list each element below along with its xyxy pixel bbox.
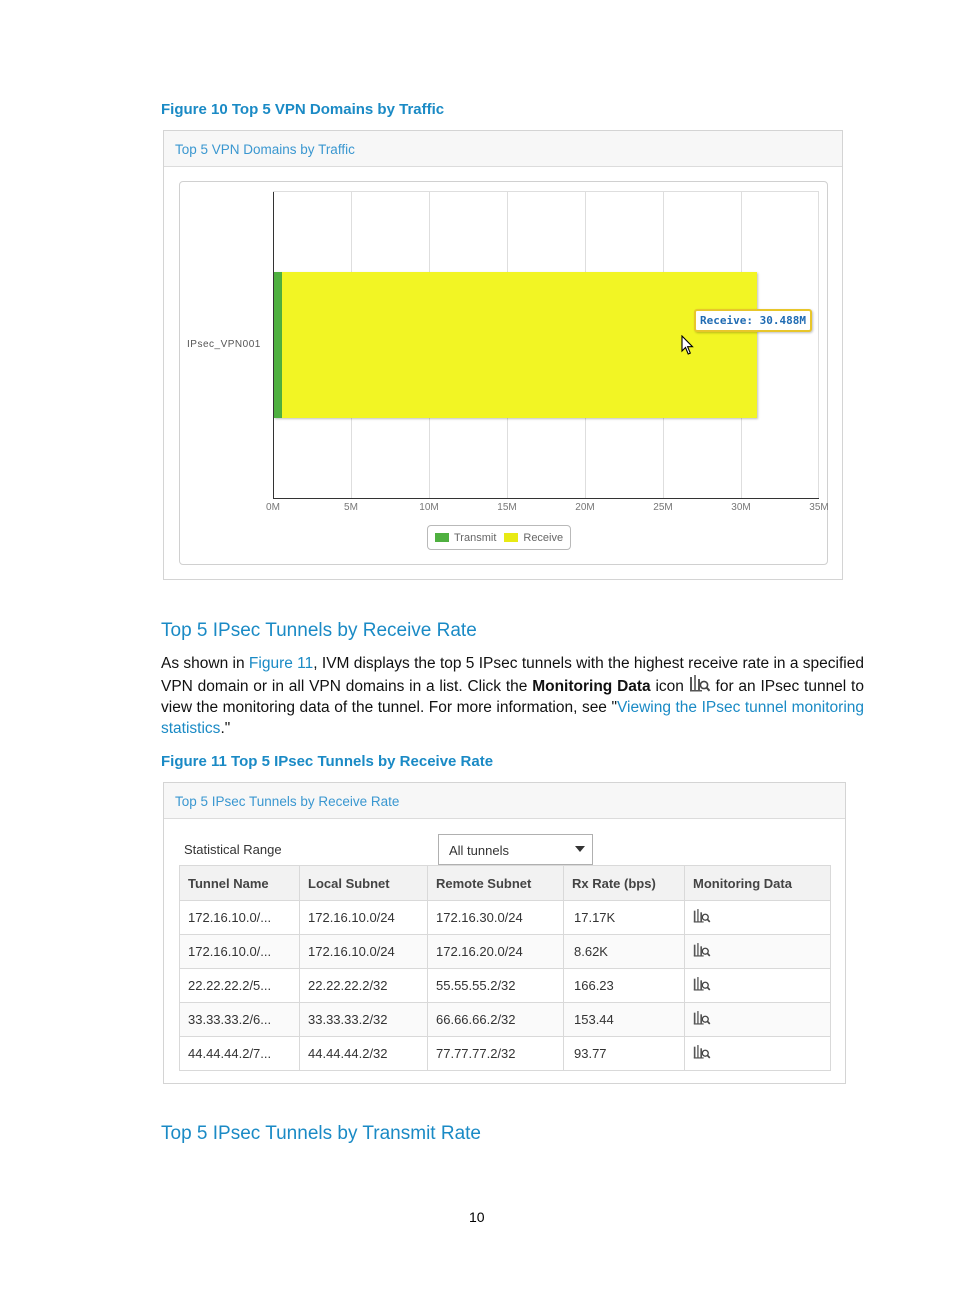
viewing-stats-link[interactable]: Viewing the IPsec tunnel monitoring statistics xyxy=(161,699,864,737)
column-header-remote-subnet[interactable]: Remote Subnet xyxy=(428,866,564,901)
y-axis xyxy=(273,192,274,499)
x-tick-label: 10M xyxy=(419,502,439,513)
monitoring-data-icon xyxy=(689,674,711,693)
cell-tunnel-name: 33.33.33.2/6... xyxy=(180,1003,300,1037)
column-header-tunnel-name[interactable]: Tunnel Name xyxy=(180,866,300,901)
x-tick-label: 25M xyxy=(653,502,673,513)
cell-local-subnet: 172.16.10.0/24 xyxy=(300,935,428,969)
x-tick-label: 0M xyxy=(266,502,280,513)
chevron-down-icon xyxy=(575,846,585,852)
plot-area xyxy=(273,191,819,498)
paragraph-text: icon xyxy=(650,678,689,695)
vpn-domains-panel-title: Top 5 VPN Domains by Traffic xyxy=(164,131,842,167)
cell-remote-subnet: 66.66.66.2/32 xyxy=(428,1003,564,1037)
cell-monitoring-data[interactable] xyxy=(685,935,831,969)
legend-label-receive: Receive xyxy=(523,531,564,544)
intro-paragraph xyxy=(161,653,864,739)
cell-rx-rate: 166.23 xyxy=(564,969,685,1003)
cell-monitoring-data[interactable] xyxy=(685,901,831,935)
cell-local-subnet: 22.22.22.2/32 xyxy=(300,969,428,1003)
monitoring-data-icon[interactable] xyxy=(693,976,711,992)
cell-tunnel-name: 172.16.10.0/... xyxy=(180,935,300,969)
chart-legend[interactable] xyxy=(427,525,571,550)
ipsec-tunnels-panel-title: Top 5 IPsec Tunnels by Receive Rate xyxy=(164,783,845,819)
cell-local-subnet: 33.33.33.2/32 xyxy=(300,1003,428,1037)
cell-remote-subnet: 172.16.20.0/24 xyxy=(428,935,564,969)
cell-local-subnet: 44.44.44.2/32 xyxy=(300,1037,428,1071)
paragraph-text: As shown in xyxy=(161,655,249,672)
statistical-range-label: Statistical Range xyxy=(184,842,282,857)
cell-tunnel-name: 22.22.22.2/5... xyxy=(180,969,300,1003)
column-header-rx-rate[interactable]: Rx Rate (bps) xyxy=(564,866,685,901)
paragraph-text: ." xyxy=(220,720,231,737)
cell-local-subnet: 172.16.10.0/24 xyxy=(300,901,428,935)
x-tick-label: 5M xyxy=(344,502,358,513)
cell-rx-rate: 8.62K xyxy=(564,935,685,969)
column-header-monitoring-data[interactable]: Monitoring Data xyxy=(685,866,831,901)
statistical-range-select[interactable] xyxy=(438,834,593,865)
monitoring-data-icon[interactable] xyxy=(693,908,711,924)
statistical-range-value: All tunnels xyxy=(449,843,509,858)
cell-rx-rate: 17.17K xyxy=(564,901,685,935)
cell-rx-rate: 93.77 xyxy=(564,1037,685,1071)
cell-remote-subnet: 55.55.55.2/32 xyxy=(428,969,564,1003)
ipsec-tunnels-panel xyxy=(163,782,846,1084)
legend-item-transmit[interactable] xyxy=(435,532,496,544)
column-header-local-subnet[interactable]: Local Subnet xyxy=(300,866,428,901)
x-tick-labels xyxy=(266,502,829,516)
chart-tooltip: Receive: 30.488M xyxy=(694,309,812,332)
x-axis xyxy=(273,498,819,499)
section-heading-receive-rate: Top 5 IPsec Tunnels by Receive Rate xyxy=(161,620,477,641)
table-header-row xyxy=(180,866,831,901)
cell-monitoring-data[interactable] xyxy=(685,969,831,1003)
monitoring-data-icon[interactable] xyxy=(693,1044,711,1060)
legend-swatch-transmit xyxy=(435,533,449,542)
page-number: 10 xyxy=(469,1209,485,1225)
figure11-caption: Figure 11 Top 5 IPsec Tunnels by Receive Rate xyxy=(161,753,494,770)
table-row xyxy=(180,969,831,1003)
figure11-link[interactable]: Figure 11 xyxy=(248,655,314,672)
vpn-domains-panel xyxy=(163,130,843,580)
legend-item-receive[interactable] xyxy=(504,532,563,544)
table-row xyxy=(180,1037,831,1071)
monitoring-data-icon[interactable] xyxy=(693,942,711,958)
table-row xyxy=(180,901,831,935)
tunnels-table xyxy=(179,865,831,1071)
chart-container xyxy=(179,181,828,565)
x-tick-label: 35M xyxy=(809,502,829,513)
legend-label-transmit: Transmit xyxy=(454,531,497,544)
paragraph-text: for an IPsec tunnel to view the monitoring data of the tunnel. For more information, see " xyxy=(161,678,864,716)
cell-tunnel-name: 44.44.44.2/7... xyxy=(180,1037,300,1071)
x-tick-label: 30M xyxy=(731,502,751,513)
x-tick-label: 20M xyxy=(575,502,595,513)
table-row xyxy=(180,1003,831,1037)
table-row xyxy=(180,935,831,969)
cell-remote-subnet: 172.16.30.0/24 xyxy=(428,901,564,935)
monitoring-data-label: Monitoring Data xyxy=(532,678,651,695)
paragraph-text: , IVM displays the top 5 IPsec tunnels with the highest receive rate in a specified VPN domain or in all VPN domains in a list. Click the xyxy=(161,655,864,695)
figure10-caption: Figure 10 Top 5 VPN Domains by Traffic xyxy=(161,101,445,118)
cell-remote-subnet: 77.77.77.2/32 xyxy=(428,1037,564,1071)
x-tick-label: 15M xyxy=(497,502,517,513)
mouse-cursor-icon xyxy=(681,335,695,356)
monitoring-data-icon[interactable] xyxy=(693,1010,711,1026)
section-heading-transmit-rate: Top 5 IPsec Tunnels by Transmit Rate xyxy=(161,1123,481,1144)
bar-transmit[interactable] xyxy=(274,272,282,418)
cell-monitoring-data[interactable] xyxy=(685,1037,831,1071)
legend-swatch-receive xyxy=(504,533,518,542)
cell-monitoring-data[interactable] xyxy=(685,1003,831,1037)
category-label: IPsec_VPN001 xyxy=(187,339,261,350)
cell-tunnel-name: 172.16.10.0/... xyxy=(180,901,300,935)
cell-rx-rate: 153.44 xyxy=(564,1003,685,1037)
